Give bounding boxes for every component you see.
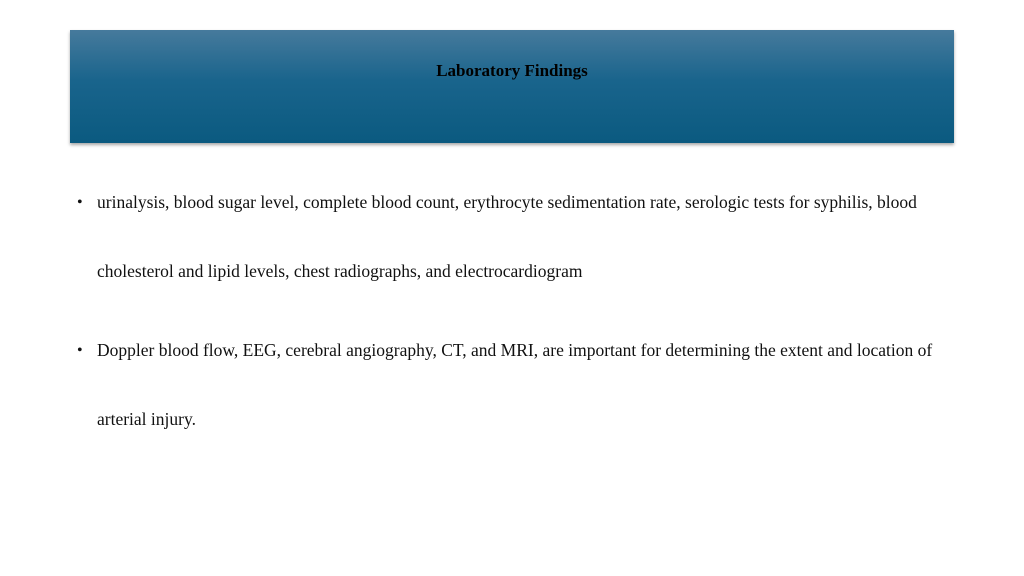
bullet-item-lab-tests xyxy=(75,185,955,323)
bullet-text: urinalysis, blood sugar level, complete blood count, erythrocyte sedimentation rate, serologic tests for syphilis, blood cholesterol and lipid levels, chest radiographs, and electrocardiogram xyxy=(97,192,917,281)
header-band xyxy=(70,30,954,143)
bullet-list xyxy=(75,185,955,471)
bullet-marker: • xyxy=(77,342,83,359)
bullet-item-imaging xyxy=(75,333,955,471)
slide-title: Laboratory Findings xyxy=(436,61,588,80)
bullet-marker: • xyxy=(77,194,83,211)
bullet-text: Doppler blood flow, EEG, cerebral angiography, CT, and MRI, are important for determining the extent and location of arterial injury. xyxy=(97,340,933,429)
